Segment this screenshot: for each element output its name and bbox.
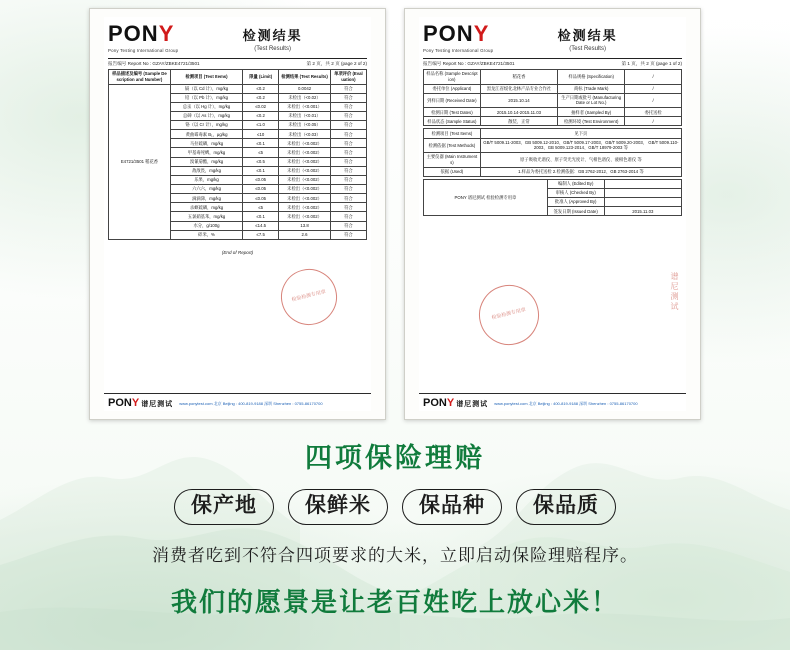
field-label: 委托单位 (Applicant) bbox=[424, 84, 481, 93]
signature-value bbox=[604, 197, 681, 206]
col-limit: 限量 (Limit) bbox=[243, 70, 279, 85]
table-cell: 符合 bbox=[330, 194, 366, 203]
table-cell: 甲基毒死蜱，mg/kg bbox=[170, 148, 242, 157]
field-value: 散装、正常 bbox=[480, 117, 557, 126]
field-value: 2015.10.14 bbox=[480, 93, 557, 108]
table-cell: 总砷（以 As 计），mg/kg bbox=[170, 111, 242, 120]
field-label: 依据 (Used) bbox=[424, 167, 481, 176]
signature-value: 2015.11.03 bbox=[604, 207, 681, 216]
footer-pony-cn-left: 谱尼测试 bbox=[141, 401, 174, 408]
footer-contact-left: www.ponytest.com 北京 Beijing : 400-819-9188 深圳 Shenzhen : 0755-86170700 bbox=[179, 400, 323, 406]
table-cell: ≤0.1 bbox=[243, 139, 279, 148]
table-row bbox=[109, 84, 367, 93]
field-label: 样品名称 (Sample Description) bbox=[424, 70, 481, 85]
table-cell: 未检出（<0.001） bbox=[279, 102, 331, 111]
table-cell: 未检出（<0.01） bbox=[279, 111, 331, 120]
table-cell: 滴滴涕，mg/kg bbox=[170, 194, 242, 203]
table-cell: 未检出（<0.002） bbox=[279, 185, 331, 194]
guarantee-pill-row bbox=[0, 489, 790, 525]
signature-table-right bbox=[423, 179, 682, 217]
certificate-title-left: 检测结果 bbox=[242, 28, 303, 43]
table-cell: ≤0.2 bbox=[243, 84, 279, 93]
field-label: 样品状态 (Sample Status) bbox=[424, 117, 481, 126]
table-cell: 符合 bbox=[330, 84, 366, 93]
table-cell: 未检出（<0.03） bbox=[279, 130, 331, 139]
results-table-left bbox=[108, 69, 367, 240]
field-value: 委托送检 bbox=[625, 108, 682, 117]
footer-pony-logo-right: PONY 谱尼测试 bbox=[423, 397, 489, 409]
table-cell: 符合 bbox=[330, 175, 366, 184]
table-cell: 符合 bbox=[330, 157, 366, 166]
certificate-header-left bbox=[104, 17, 371, 55]
certificate-meta-left bbox=[104, 61, 371, 69]
table-cell: ≤0.1 bbox=[243, 212, 279, 221]
table-cell: 未检出（<0.02） bbox=[279, 93, 331, 102]
table-row bbox=[424, 179, 682, 188]
promo-section bbox=[0, 436, 790, 619]
table-row bbox=[424, 167, 682, 176]
table-cell: 2.6 bbox=[279, 230, 331, 239]
field-label: 检测环境 (Test Environment) bbox=[558, 117, 625, 126]
field-label: 检测项目 (Test Items) bbox=[424, 129, 481, 138]
table-cell: 符合 bbox=[330, 212, 366, 221]
footer-pony-cn-right: 谱尼测试 bbox=[456, 401, 489, 408]
table-cell: ≤5 bbox=[243, 203, 279, 212]
table-cell: 未检出（<0.002） bbox=[279, 194, 331, 203]
table-cell: ≤7.5 bbox=[243, 230, 279, 239]
signature-value bbox=[604, 188, 681, 197]
footer-contact-right: www.ponytest.com 北京 Beijing : 400-819-9188 深圳 Shenzhen : 0755-86170700 bbox=[494, 400, 638, 406]
page-indicator-right: 第 1 页，共 2 页 (page 1 of 2) bbox=[621, 61, 682, 66]
certificate-gallery bbox=[0, 8, 790, 420]
end-of-report-note-left: (End of Report) bbox=[221, 249, 254, 255]
side-annotation-right: 谱尼测试 bbox=[670, 272, 679, 312]
table-cell: 符合 bbox=[330, 102, 366, 111]
seal-area-cell: PONY 谱尼测试 检验检测专用章 bbox=[424, 179, 548, 216]
field-value: / bbox=[625, 70, 682, 85]
col-sample-description: 样品描述及编号 (Sample Description and Number) bbox=[109, 70, 171, 85]
table-row bbox=[424, 93, 682, 108]
table-header-row-left bbox=[109, 70, 367, 85]
col-evaluation: 单项评价 (Evaluation) bbox=[330, 70, 366, 85]
promo-title: 四项保险理赔 bbox=[305, 443, 485, 473]
table-cell: 六六六，mg/kg bbox=[170, 185, 242, 194]
field-value: / bbox=[625, 117, 682, 126]
table-cell: ≤0.05 bbox=[243, 194, 279, 203]
table-cell: 未检出（<0.002） bbox=[279, 157, 331, 166]
table-cell: 符合 bbox=[330, 166, 366, 175]
col-test-results: 检测结果 (Test Results) bbox=[279, 70, 331, 85]
field-value: GB/T 5009.11-2003、GB 5009.12-2010、GB/T 5009.17-2003、GB/T 5009.20-2003、 GB/T 5009.110-2003、GB 5009.123-2014、GB/T 18979-2003 等 bbox=[480, 138, 681, 153]
certificate-meta-right bbox=[419, 61, 686, 69]
pony-logo-right: PONY bbox=[423, 21, 490, 46]
table-cell: 五氯硝基苯，mg/kg bbox=[170, 212, 242, 221]
table-cell: 符合 bbox=[330, 185, 366, 194]
field-value: 原子吸收光谱仪、原子荧光光度计、气相色谱仪、液相色谱仪 等 bbox=[480, 153, 681, 168]
official-stamp-left: 检验检测专用章 bbox=[275, 263, 343, 331]
signature-label: 批准人 (Approved By) bbox=[547, 197, 604, 206]
field-label: 主要仪器 (Main Instruments) bbox=[424, 153, 481, 168]
field-value: 2015.10.14-2015.11.03 bbox=[480, 108, 557, 117]
table-cell: 镉（以 Cd 计），mg/kg bbox=[170, 84, 242, 93]
col-test-items: 检测项目 (Test Items) bbox=[170, 70, 242, 85]
table-cell: ≤14.5 bbox=[243, 221, 279, 230]
field-value: 黑龙江省绥化北林产品专业合作社 bbox=[480, 84, 557, 93]
table-cell: 铬（以 Cr 计），mg/kg bbox=[170, 121, 242, 130]
report-number-left: 报告编号 Report No : GZAY/ZBKE4721/3501 bbox=[108, 61, 200, 66]
table-cell: 符合 bbox=[330, 221, 366, 230]
table-cell: ≤0.05 bbox=[243, 175, 279, 184]
certificate-footer-right bbox=[419, 393, 686, 411]
field-value: 稻花香 bbox=[480, 70, 557, 85]
table-cell: 水分，g/100g bbox=[170, 221, 242, 230]
table-cell: 符合 bbox=[330, 203, 366, 212]
guarantee-pill-origin[interactable]: 保产地 bbox=[174, 489, 274, 525]
field-label: 检测日期 (Test Dates) bbox=[424, 108, 481, 117]
pony-logo-subtitle-left: Pony Testing International Group bbox=[108, 48, 179, 53]
table-cell: ≤0.2 bbox=[243, 93, 279, 102]
table-cell: 13.8 bbox=[279, 221, 331, 230]
table-cell: 未检出（<0.002） bbox=[279, 212, 331, 221]
table-row bbox=[424, 108, 682, 117]
field-label: 样品规格 (Specification) bbox=[558, 70, 625, 85]
table-cell: 乐果，mg/kg bbox=[170, 175, 242, 184]
pony-logo-subtitle-right: Pony Testing International Group bbox=[423, 48, 494, 53]
signature-value bbox=[604, 179, 681, 188]
table-row bbox=[424, 84, 682, 93]
signature-label: 签发日期 (Issued Date) bbox=[547, 207, 604, 216]
table-cell: ≤0.1 bbox=[243, 166, 279, 175]
signature-label: 审核人 (Checked By) bbox=[547, 188, 604, 197]
table-cell: 碎米，% bbox=[170, 230, 242, 239]
page-indicator-left: 第 2 页，共 2 页 (page 2 of 2) bbox=[306, 61, 367, 66]
certificate-header-right bbox=[419, 17, 686, 55]
table-row bbox=[424, 117, 682, 126]
pony-logo-left: PONY bbox=[108, 21, 175, 46]
table-cell: 未检出（<0.05） bbox=[279, 121, 331, 130]
table-row bbox=[424, 129, 682, 138]
field-label: 到样日期 (Received Date) bbox=[424, 93, 481, 108]
table-cell: 符合 bbox=[330, 93, 366, 102]
table-cell: 铅（以 Pb 计），mg/kg bbox=[170, 93, 242, 102]
table-row bbox=[424, 153, 682, 168]
official-seal-right: 检验检测专用章 bbox=[473, 279, 546, 352]
header-divider-left bbox=[108, 58, 367, 59]
certificate-card-right[interactable] bbox=[404, 8, 701, 420]
promo-slogan: 我们的愿景是让老百姓吃上放心米！ bbox=[170, 587, 619, 618]
table-cell: ≤0.02 bbox=[243, 102, 279, 111]
method-table-right bbox=[423, 128, 682, 176]
table-cell: 未检出（<0.002） bbox=[279, 203, 331, 212]
table-row bbox=[424, 70, 682, 85]
field-label: 商标 (Trade Mark) bbox=[558, 84, 625, 93]
header-divider-right bbox=[423, 58, 682, 59]
table-cell: ≤0.2 bbox=[243, 111, 279, 120]
field-label: 抽样者 (Sampled By) bbox=[558, 108, 625, 117]
table-cell: 马拉硫磷，mg/kg bbox=[170, 139, 242, 148]
sample-info-table-right bbox=[423, 69, 682, 126]
table-cell: 未检出（<0.002） bbox=[279, 175, 331, 184]
table-cell: ≤10 bbox=[243, 130, 279, 139]
certificate-title-en-right: (Test Results) bbox=[569, 46, 606, 52]
table-cell: 敌敌畏，mg/kg bbox=[170, 166, 242, 175]
table-cell: ≤5 bbox=[243, 148, 279, 157]
field-value: 1.样品为委托送检 2.检测依据：GB 2762-2012、GB 2763-2014 等 bbox=[480, 167, 681, 176]
field-label: 生产日期或批号 (Manufacturing Date or Lot No.) bbox=[558, 93, 625, 108]
table-cell: 总汞（以 Hg 计），mg/kg bbox=[170, 102, 242, 111]
table-cell: 符合 bbox=[330, 139, 366, 148]
promo-description: 消费者吃到不符合四项要求的大米，立即启动保险理赔程序。 bbox=[152, 546, 638, 566]
table-cell: ≤0.05 bbox=[243, 185, 279, 194]
table-cell: 0.0042 bbox=[279, 84, 331, 93]
certificate-footer-left bbox=[104, 393, 371, 411]
table-cell: 未检出（<0.002） bbox=[279, 139, 331, 148]
table-cell: 符合 bbox=[330, 111, 366, 120]
table-cell: 溴氰菊酯，mg/kg bbox=[170, 157, 242, 166]
table-cell: 黄曲霉毒素 B₁，μg/kg bbox=[170, 130, 242, 139]
table-cell: 符合 bbox=[330, 230, 366, 239]
guarantee-pill-freshness[interactable]: 保鲜米 bbox=[288, 489, 388, 525]
field-value: 见下页 bbox=[480, 129, 681, 138]
sample-description-cell: E4721/3501 稻花香 bbox=[109, 84, 171, 239]
field-value: / bbox=[625, 93, 682, 108]
guarantee-pill-variety[interactable]: 保品种 bbox=[402, 489, 502, 525]
certificate-title-en-left: (Test Results) bbox=[254, 46, 291, 52]
field-label: 检测依据 (Test Methods) bbox=[424, 138, 481, 153]
certificate-card-left[interactable] bbox=[89, 8, 386, 420]
table-cell: ≤1.0 bbox=[243, 121, 279, 130]
table-cell: 符合 bbox=[330, 148, 366, 157]
table-cell: ≤0.5 bbox=[243, 157, 279, 166]
certificate-title-right: 检测结果 bbox=[557, 28, 618, 43]
guarantee-pill-quality[interactable]: 保品质 bbox=[516, 489, 616, 525]
footer-pony-logo-left: PONY 谱尼测试 bbox=[108, 397, 174, 409]
table-row bbox=[424, 138, 682, 153]
field-value: / bbox=[625, 84, 682, 93]
report-number-right: 报告编号 Report No : GZAY/ZBKE4721/3501 bbox=[423, 61, 515, 66]
signature-label: 编制人 (Edited By) bbox=[547, 179, 604, 188]
table-cell: 杀螟硫磷，mg/kg bbox=[170, 203, 242, 212]
table-cell: 未检出（<0.002） bbox=[279, 166, 331, 175]
table-cell: 符合 bbox=[330, 121, 366, 130]
table-cell: 符合 bbox=[330, 130, 366, 139]
table-cell: 未检出（<0.002） bbox=[279, 148, 331, 157]
